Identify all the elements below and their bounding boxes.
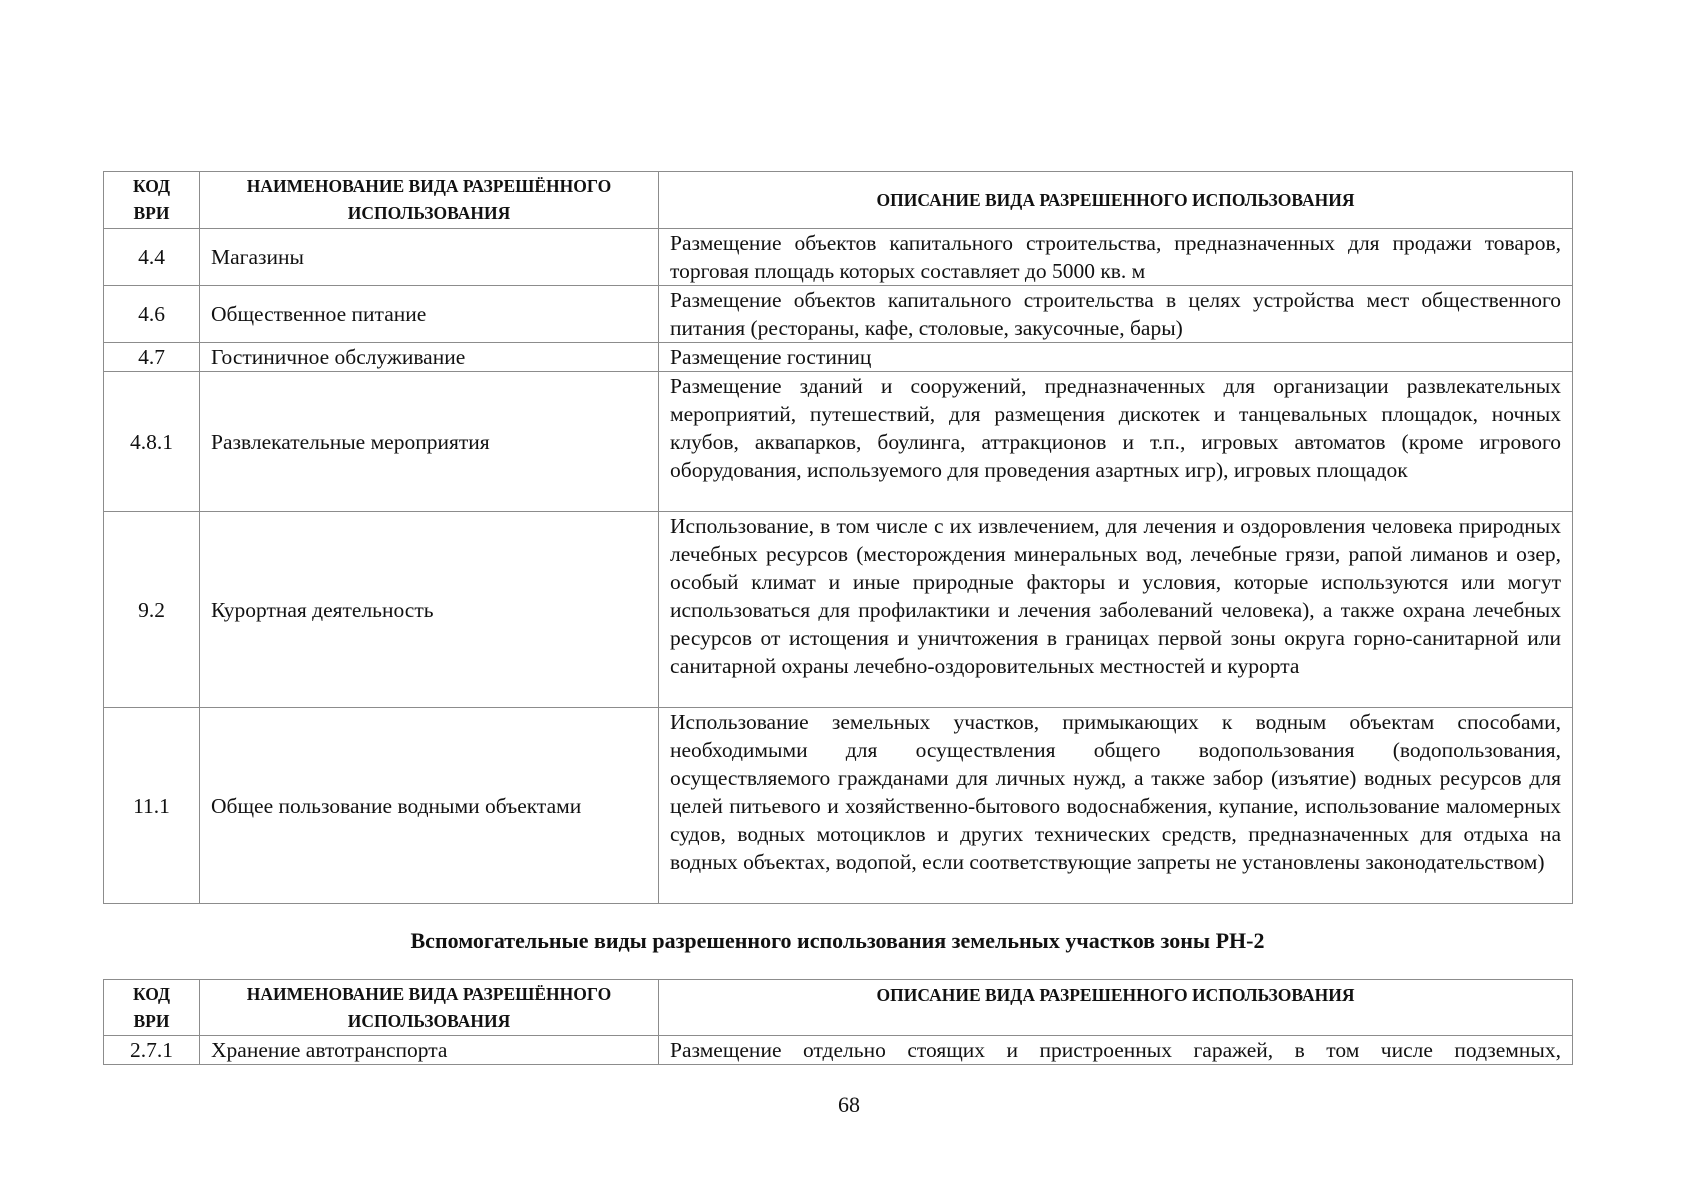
table-row xyxy=(104,708,1573,904)
table-row xyxy=(104,372,1573,512)
row-description: Размещение гостиниц xyxy=(659,343,1573,372)
page-number: 68 xyxy=(838,1092,860,1117)
table-header-row xyxy=(104,980,1573,1036)
row-name: Магазины xyxy=(200,229,659,286)
permitted-use-table xyxy=(103,171,1573,904)
header-name: НАИМЕНОВАНИЕ ВИДА РАЗРЕШЁННОГО ИСПОЛЬЗОВАНИЯ xyxy=(200,980,659,1036)
row-name: Общее пользование водными объектами xyxy=(200,708,659,904)
row-code: 4.8.1 xyxy=(104,372,200,512)
table-row xyxy=(104,512,1573,708)
row-name: Развлекательные мероприятия xyxy=(200,372,659,512)
row-description: Размещение зданий и сооружений, предназначенных для организации развлекательных мероприятий, путешествий, для размещения дискотек и танцевальных площадок, ночных клубов, аквапарков, боулинга, аттракционов и т.п., игровых автоматов (кроме игрового оборудования, используемого для проведения азартных игр), игровых площадок xyxy=(659,372,1573,512)
row-name: Гостиничное обслуживание xyxy=(200,343,659,372)
row-code: 4.4 xyxy=(104,229,200,286)
row-description: Размещение объектов капитального строительства в целях устройства мест общественного питания (рестораны, кафе, столовые, закусочные, бары) xyxy=(659,286,1573,343)
header-description: ОПИСАНИЕ ВИДА РАЗРЕШЕННОГО ИСПОЛЬЗОВАНИЯ xyxy=(659,980,1573,1036)
table-row xyxy=(104,229,1573,286)
header-description: ОПИСАНИЕ ВИДА РАЗРЕШЕННОГО ИСПОЛЬЗОВАНИЯ xyxy=(659,172,1573,229)
header-code: КОД ВРИ xyxy=(104,172,200,229)
row-description: Размещение отдельно стоящих и пристроенных гаражей, в том числе подземных, xyxy=(659,1036,1573,1065)
row-name: Курортная деятельность xyxy=(200,512,659,708)
table-row xyxy=(104,1036,1573,1065)
row-code: 2.7.1 xyxy=(104,1036,200,1065)
row-name: Общественное питание xyxy=(200,286,659,343)
row-code: 4.6 xyxy=(104,286,200,343)
row-name: Хранение автотранспорта xyxy=(200,1036,659,1065)
table-row xyxy=(104,343,1573,372)
row-description: Размещение объектов капитального строительства, предназначенных для продажи товаров, торговая площадь которых составляет до 5000 кв. м xyxy=(659,229,1573,286)
row-code: 4.7 xyxy=(104,343,200,372)
auxiliary-use-table xyxy=(103,979,1573,1065)
row-code: 11.1 xyxy=(104,708,200,904)
header-name: НАИМЕНОВАНИЕ ВИДА РАЗРЕШЁННОГО ИСПОЛЬЗОВАНИЯ xyxy=(200,172,659,229)
row-description: Использование земельных участков, примыкающих к водным объектам способами, необходимыми для осуществления общего водопользования (водопользования, осуществляемого гражданами для личных нужд, а также забор (изъятие) водных ресурсов для целей питьевого и хозяйственно-бытового водоснабжения, купание, использование маломерных судов, водных мотоциклов и других технических средств, предназначенных для отдыха на водных объектах, водопой, если соответствующие запреты не установлены законодательством) xyxy=(659,708,1573,904)
row-code: 9.2 xyxy=(104,512,200,708)
header-code: КОД ВРИ xyxy=(104,980,200,1036)
table-header-row xyxy=(104,172,1573,229)
section-title: Вспомогательные виды разрешенного использования земельных участков зоны РН-2 xyxy=(410,928,1265,953)
table-row xyxy=(104,286,1573,343)
row-description: Использование, в том числе с их извлечением, для лечения и оздоровления человека природных лечебных ресурсов (месторождения минеральных вод, лечебные грязи, рапой лиманов и озер, особый климат и иные природные факторы и условия, которые используются или могут использоваться для профилактики и лечения заболеваний человека), а также охрана лечебных ресурсов от истощения и уничтожения в границах первой зоны округа горно-санитарной или санитарной охраны лечебно-оздоровительных местностей и курорта xyxy=(659,512,1573,708)
